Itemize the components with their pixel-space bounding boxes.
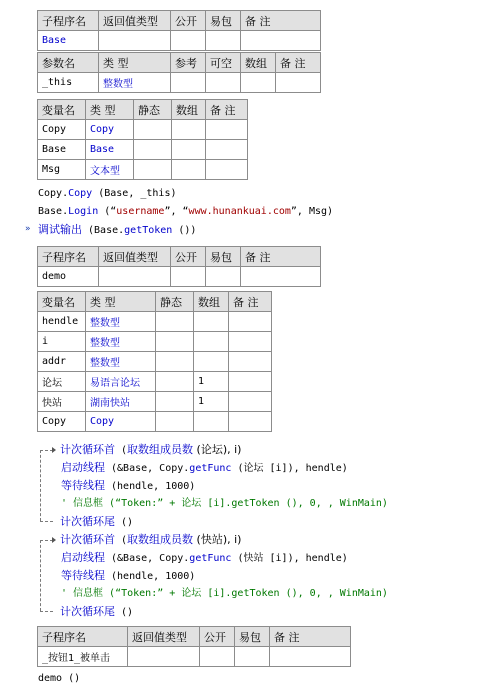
var-row[interactable] bbox=[38, 352, 272, 372]
loop-connector-line bbox=[40, 521, 53, 522]
var-array-cell[interactable] bbox=[172, 140, 206, 160]
code-line-copy[interactable] bbox=[38, 185, 177, 203]
debug-breakpoint-icon[interactable]: » bbox=[25, 224, 31, 234]
code-args: (&Base, Copy. bbox=[105, 553, 190, 564]
code-function: 取数组成员数 bbox=[127, 533, 194, 546]
var-remark-cell[interactable] bbox=[229, 412, 272, 432]
return-type-cell[interactable] bbox=[128, 647, 200, 667]
remark-cell[interactable] bbox=[241, 267, 321, 287]
return-type-cell[interactable] bbox=[99, 267, 171, 287]
col-param-ref: 参考 bbox=[171, 53, 206, 73]
code-string: username bbox=[116, 206, 165, 217]
code-function: getFunc bbox=[189, 463, 232, 474]
col-remark: 备 注 bbox=[241, 11, 321, 31]
var-type-cell[interactable]: 整数型 bbox=[86, 352, 156, 372]
code-args: (hendle, 1000) bbox=[105, 481, 196, 492]
col-var-static: 静态 bbox=[156, 292, 194, 312]
code-command: 启动线程 bbox=[61, 551, 105, 564]
loop-tail-line[interactable] bbox=[60, 513, 133, 531]
code-line-wait-thread[interactable] bbox=[61, 477, 195, 495]
code-command: 计次循环首 bbox=[60, 443, 115, 456]
var-remark-cell[interactable] bbox=[229, 352, 272, 372]
loop-head-line[interactable] bbox=[60, 441, 241, 459]
code-args: ”, “ bbox=[164, 206, 189, 217]
col-var-remark: 备 注 bbox=[206, 100, 248, 120]
var-name-cell[interactable]: 快站 bbox=[38, 392, 86, 412]
var-name-cell[interactable]: Msg bbox=[38, 160, 86, 180]
col-param-remark: 备 注 bbox=[276, 53, 321, 73]
var-array-cell[interactable] bbox=[194, 352, 229, 372]
subroutine-name-cell[interactable]: Base bbox=[38, 31, 99, 51]
loop-tail-line[interactable] bbox=[60, 603, 133, 621]
code-line-debug-output[interactable] bbox=[38, 221, 196, 239]
public-cell[interactable] bbox=[171, 31, 206, 51]
code-string: www.hunankuai.com bbox=[188, 206, 291, 217]
vars-header-row bbox=[38, 292, 272, 312]
col-sub-name: 子程序名 bbox=[38, 11, 99, 31]
code-object: Copy. bbox=[38, 188, 69, 199]
var-type-cell[interactable]: Base bbox=[86, 140, 134, 160]
code-function: demo bbox=[38, 673, 63, 684]
var-static-cell[interactable] bbox=[156, 392, 194, 412]
col-var-type: 类 型 bbox=[86, 292, 156, 312]
code-command: 等待线程 bbox=[61, 479, 105, 492]
code-args: (“ bbox=[98, 206, 117, 217]
var-type-cell[interactable]: 整数型 bbox=[86, 312, 156, 332]
var-static-cell[interactable] bbox=[134, 160, 172, 180]
remark-cell[interactable] bbox=[270, 647, 351, 667]
loop-head-line[interactable] bbox=[60, 531, 241, 549]
subroutine-table-button1-click bbox=[37, 626, 351, 667]
var-array-cell[interactable]: 1 bbox=[194, 392, 229, 412]
code-command: 计次循环首 bbox=[60, 533, 115, 546]
var-name-cell[interactable]: 论坛 bbox=[38, 372, 86, 392]
var-remark-cell[interactable] bbox=[229, 332, 272, 352]
code-comment: ' 信息框 (“Token:” + 论坛 [i].getToken (), 0, , WinMain) bbox=[61, 498, 388, 509]
col-sub-name: 子程序名 bbox=[38, 627, 128, 647]
code-args: () bbox=[115, 607, 134, 618]
local-vars-table-base bbox=[37, 99, 248, 180]
col-return-type: 返回值类型 bbox=[99, 247, 171, 267]
code-args: ()) bbox=[172, 225, 197, 236]
local-vars-table-demo bbox=[37, 291, 272, 432]
subroutine-row[interactable] bbox=[38, 647, 351, 667]
code-command: 调试输出 bbox=[38, 223, 82, 236]
subroutine-table-base bbox=[37, 10, 321, 51]
col-remark: 备 注 bbox=[270, 627, 351, 647]
code-command: 等待线程 bbox=[61, 569, 105, 582]
code-object: Base. bbox=[38, 206, 69, 217]
col-param-array: 数组 bbox=[241, 53, 276, 73]
code-args: () bbox=[62, 673, 81, 684]
code-method: Login bbox=[68, 206, 99, 217]
var-array-cell[interactable]: 1 bbox=[194, 372, 229, 392]
code-args: (Base. bbox=[82, 225, 125, 236]
col-sub-name: 子程序名 bbox=[38, 247, 99, 267]
var-array-cell[interactable] bbox=[194, 332, 229, 352]
var-row[interactable] bbox=[38, 140, 248, 160]
var-row[interactable] bbox=[38, 392, 272, 412]
param-row[interactable] bbox=[38, 73, 321, 93]
code-line-comment[interactable] bbox=[61, 495, 388, 513]
col-epkg: 易包 bbox=[206, 247, 241, 267]
code-args: ( bbox=[115, 535, 128, 546]
col-public: 公开 bbox=[171, 247, 206, 267]
var-static-cell[interactable] bbox=[134, 140, 172, 160]
col-var-name: 变量名 bbox=[38, 100, 86, 120]
col-return-type: 返回值类型 bbox=[128, 627, 200, 647]
param-type-cell[interactable]: 整数型 bbox=[99, 73, 171, 93]
var-array-cell[interactable] bbox=[172, 160, 206, 180]
var-array-cell[interactable] bbox=[194, 412, 229, 432]
return-type-cell[interactable] bbox=[99, 31, 171, 51]
var-type-cell[interactable]: 整数型 bbox=[86, 332, 156, 352]
code-line-call-demo[interactable] bbox=[38, 670, 80, 688]
var-array-cell[interactable] bbox=[172, 120, 206, 140]
subroutine-row[interactable] bbox=[38, 31, 321, 51]
col-var-type: 类 型 bbox=[86, 100, 134, 120]
param-name-cell[interactable]: _this bbox=[38, 73, 99, 93]
col-var-array: 数组 bbox=[194, 292, 229, 312]
col-epkg: 易包 bbox=[206, 11, 241, 31]
var-name-cell[interactable]: Base bbox=[38, 140, 86, 160]
subroutine-name-cell[interactable]: _按钮1_被单击 bbox=[38, 647, 128, 667]
var-remark-cell[interactable] bbox=[206, 140, 248, 160]
code-line-start-thread[interactable] bbox=[61, 549, 348, 567]
subroutine-header-row bbox=[38, 247, 321, 267]
epkg-cell[interactable] bbox=[235, 647, 270, 667]
col-public: 公开 bbox=[200, 627, 235, 647]
code-method: Copy bbox=[68, 188, 93, 199]
loop-connector-line bbox=[40, 611, 53, 612]
col-epkg: 易包 bbox=[235, 627, 270, 647]
var-row[interactable] bbox=[38, 312, 272, 332]
var-remark-cell[interactable] bbox=[229, 392, 272, 412]
var-name-cell[interactable]: Copy bbox=[38, 412, 86, 432]
var-static-cell[interactable] bbox=[156, 412, 194, 432]
code-args: (快站 [i]), hendle) bbox=[231, 553, 348, 564]
code-args: (论坛), i) bbox=[193, 443, 242, 456]
loop-arrow-icon bbox=[52, 537, 56, 543]
subroutine-table-demo bbox=[37, 246, 321, 287]
code-function: getFunc bbox=[189, 553, 232, 564]
code-args: (&Base, Copy. bbox=[105, 463, 190, 474]
col-var-name: 变量名 bbox=[38, 292, 86, 312]
var-row[interactable] bbox=[38, 160, 248, 180]
var-type-cell[interactable]: Copy bbox=[86, 120, 134, 140]
code-args: (hendle, 1000) bbox=[105, 571, 196, 582]
col-public: 公开 bbox=[171, 11, 206, 31]
vars-header-row bbox=[38, 100, 248, 120]
code-line-wait-thread[interactable] bbox=[61, 567, 195, 585]
var-remark-cell[interactable] bbox=[206, 160, 248, 180]
var-array-cell[interactable] bbox=[194, 312, 229, 332]
var-remark-cell[interactable] bbox=[229, 312, 272, 332]
subroutine-name-cell[interactable]: demo bbox=[38, 267, 99, 287]
col-return-type: 返回值类型 bbox=[99, 11, 171, 31]
var-row[interactable] bbox=[38, 332, 272, 352]
code-command: 计次循环尾 bbox=[60, 605, 115, 618]
col-var-static: 静态 bbox=[134, 100, 172, 120]
code-args: ”, Msg) bbox=[290, 206, 334, 217]
var-type-cell[interactable]: 文本型 bbox=[86, 160, 134, 180]
loop-connector-line bbox=[40, 540, 41, 611]
col-param-name: 参数名 bbox=[38, 53, 99, 73]
col-param-type: 类 型 bbox=[99, 53, 171, 73]
subroutine-header-row bbox=[38, 627, 351, 647]
code-args: ( bbox=[115, 445, 128, 456]
code-line-comment[interactable] bbox=[61, 585, 388, 603]
var-row[interactable] bbox=[38, 412, 272, 432]
code-command: 启动线程 bbox=[61, 461, 105, 474]
code-line-login[interactable] bbox=[38, 203, 333, 221]
param-header-row bbox=[38, 53, 321, 73]
var-type-cell[interactable]: 湖南快站 bbox=[86, 392, 156, 412]
loop-arrow-icon bbox=[52, 447, 56, 453]
code-line-start-thread[interactable] bbox=[61, 459, 348, 477]
code-args: (论坛 [i]), hendle) bbox=[231, 463, 348, 474]
subroutine-header-row bbox=[38, 11, 321, 31]
public-cell[interactable] bbox=[171, 267, 206, 287]
param-array-cell[interactable] bbox=[241, 73, 276, 93]
var-name-cell[interactable]: i bbox=[38, 332, 86, 352]
param-nullable-cell[interactable] bbox=[206, 73, 241, 93]
col-remark: 备 注 bbox=[241, 247, 321, 267]
col-var-remark: 备 注 bbox=[229, 292, 272, 312]
var-name-cell[interactable]: addr bbox=[38, 352, 86, 372]
code-args: (快站), i) bbox=[193, 533, 242, 546]
remark-cell[interactable] bbox=[241, 31, 321, 51]
code-command: 计次循环尾 bbox=[60, 515, 115, 528]
var-static-cell[interactable] bbox=[134, 120, 172, 140]
code-args: () bbox=[115, 517, 134, 528]
public-cell[interactable] bbox=[200, 647, 235, 667]
col-var-array: 数组 bbox=[172, 100, 206, 120]
var-row[interactable] bbox=[38, 120, 248, 140]
var-type-cell[interactable]: Copy bbox=[86, 412, 156, 432]
var-static-cell[interactable] bbox=[156, 372, 194, 392]
param-table-base bbox=[37, 52, 321, 93]
var-remark-cell[interactable] bbox=[206, 120, 248, 140]
code-method: getToken bbox=[124, 225, 173, 236]
code-function: 取数组成员数 bbox=[127, 443, 194, 456]
subroutine-row[interactable] bbox=[38, 267, 321, 287]
epkg-cell[interactable] bbox=[206, 267, 241, 287]
var-remark-cell[interactable] bbox=[229, 372, 272, 392]
col-param-nullable: 可空 bbox=[206, 53, 241, 73]
var-type-cell[interactable]: 易语言论坛 bbox=[86, 372, 156, 392]
code-args: (Base, _this) bbox=[92, 188, 177, 199]
var-static-cell[interactable] bbox=[156, 332, 194, 352]
loop-connector-line bbox=[40, 450, 41, 521]
epkg-cell[interactable] bbox=[206, 31, 241, 51]
code-comment: ' 信息框 (“Token:” + 论坛 [i].getToken (), 0, , WinMain) bbox=[61, 588, 388, 599]
var-row[interactable] bbox=[38, 372, 272, 392]
param-ref-cell[interactable] bbox=[171, 73, 206, 93]
var-static-cell[interactable] bbox=[156, 312, 194, 332]
var-static-cell[interactable] bbox=[156, 352, 194, 372]
param-remark-cell[interactable] bbox=[276, 73, 321, 93]
var-name-cell[interactable]: hendle bbox=[38, 312, 86, 332]
var-name-cell[interactable]: Copy bbox=[38, 120, 86, 140]
